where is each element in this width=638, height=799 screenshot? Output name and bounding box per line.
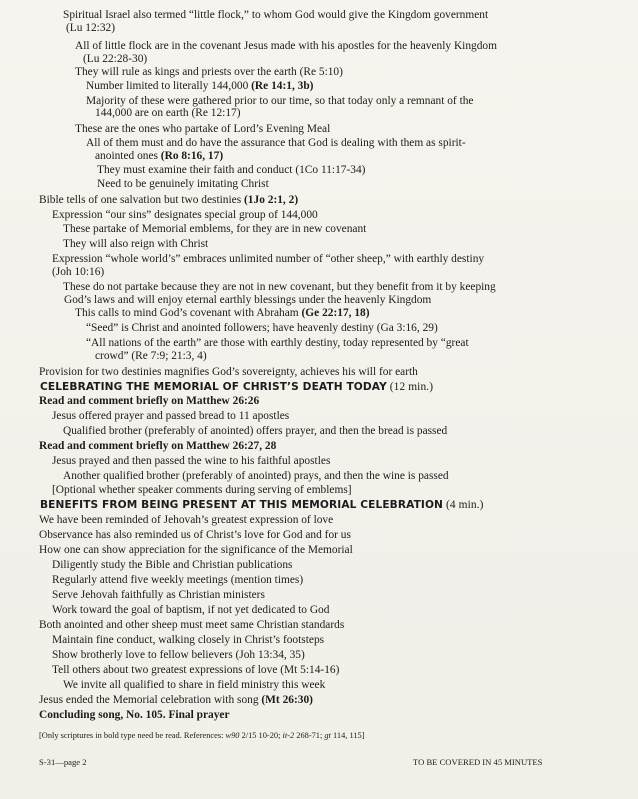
outline-line: Bible tells of one salvation but two destinies (1Jo 2:1, 2): [39, 194, 299, 206]
outline-line: Show brotherly love to fellow believers (Joh 13:34, 35): [52, 649, 305, 661]
outline-line: They must examine their faith and conduct (1Co 11:17-34): [97, 164, 366, 176]
outline-line: 144,000 are on earth (Re 12:17): [95, 107, 241, 119]
outline-line: Spiritual Israel also termed “little flock,” to whom God would give the Kingdom government: [63, 9, 489, 21]
outline-line: Work toward the goal of baptism, if not yet dedicated to God: [52, 604, 330, 616]
outline-line: How one can show appreciation for the significance of the Memorial: [39, 544, 353, 556]
outline-line: They will rule as kings and priests over the earth (Re 5:10): [75, 66, 343, 78]
outline-line: We invite all qualified to share in field ministry this week: [63, 679, 326, 691]
outline-line: Qualified brother (preferably of anointed) offers prayer, and then the bread is passed: [63, 425, 448, 437]
outline-line: Number limited to literally 144,000 (Re 14:1, 3b): [86, 80, 314, 92]
outline-line: crowd” (Re 7:9; 21:3, 4): [95, 350, 207, 362]
outline-line: Tell others about two greatest expressions of love (Mt 5:14-16): [52, 664, 340, 676]
outline-line: “Seed” is Christ and anointed followers; have heavenly destiny (Ga 3:16, 29): [86, 322, 438, 334]
section-heading: BENEFITS FROM BEING PRESENT AT THIS MEMORIAL CELEBRATION (4 min.): [40, 499, 484, 511]
outline-line: Provision for two destinies magnifies God’s sovereignty, achieves his will for earth: [39, 366, 418, 378]
outline-line: Both anointed and other sheep must meet same Christian standards: [39, 619, 345, 631]
time-note: TO BE COVERED IN 45 MINUTES: [413, 757, 543, 767]
outline-line: All of little flock are in the covenant Jesus made with his apostles for the heavenly Kingdom: [75, 40, 497, 52]
outline-line: All of them must and do have the assurance that God is dealing with them as spirit-: [86, 137, 466, 149]
outline-line: “All nations of the earth” are those with earthly destiny, today represented by “great: [86, 337, 469, 349]
references-note: [Only scriptures in bold type need be read. References: w90 2/15 10-20; it-2 268-71; gt 114, 115]: [39, 731, 365, 740]
outline-line: Jesus offered prayer and passed bread to 11 apostles: [52, 410, 290, 422]
outline-line: These do not partake because they are not in new covenant, but they benefit from it by keeping: [63, 281, 496, 293]
outline-line: Serve Jehovah faithfully as Christian ministers: [52, 589, 265, 601]
outline-line: This calls to mind God’s covenant with Abraham (Ge 22:17, 18): [75, 307, 370, 319]
outline-line: anointed ones (Ro 8:16, 17): [95, 150, 224, 162]
concluding-song: Concluding song, No. 105. Final prayer: [39, 709, 230, 721]
outline-line: Need to be genuinely imitating Christ: [97, 178, 269, 190]
outline-line: Another qualified brother (preferably of anointed) prays, and then the wine is passed: [63, 470, 449, 482]
outline-line: Expression “whole world’s” embraces unlimited number of “other sheep,” with earthly destiny: [52, 253, 485, 265]
outline-line: (Joh 10:16): [52, 266, 105, 278]
scripture-citation: (Mt 26:30): [261, 694, 313, 706]
outline-line: Expression “our sins” designates special group of 144,000: [52, 209, 318, 221]
page-label: S-31—page 2: [39, 757, 87, 767]
scripture-citation: (1Jo 2:1, 2): [244, 194, 299, 206]
scripture-citation: (Ge 22:17, 18): [301, 307, 370, 319]
outline-line: Maintain fine conduct, walking closely in Christ’s footsteps: [52, 634, 325, 646]
outline-line: (Lu 12:32): [66, 22, 116, 34]
outline-line: These are the ones who partake of Lord’s Evening Meal: [75, 123, 331, 135]
scripture-citation: (Re 14:1, 3b): [251, 80, 314, 92]
outline-line: Observance has also reminded us of Christ’s love for God and for us: [39, 529, 351, 541]
outline-line: Regularly attend five weekly meetings (mention times): [52, 574, 304, 586]
outline-line: These partake of Memorial emblems, for they are in new covenant: [63, 223, 367, 235]
section-heading: CELEBRATING THE MEMORIAL OF CHRIST’S DEATH TODAY (12 min.): [40, 381, 434, 393]
scripture-citation: (Ro 8:16, 17): [160, 150, 224, 162]
outline-line: Jesus prayed and then passed the wine to his faithful apostles: [52, 455, 331, 467]
outline-line: [Optional whether speaker comments during serving of emblems]: [52, 484, 352, 496]
reading-instruction: Read and comment briefly on Matthew 26:27, 28: [39, 440, 277, 452]
reading-instruction: Read and comment briefly on Matthew 26:26: [39, 395, 260, 407]
outline-line: (Lu 22:28-30): [83, 53, 148, 65]
outline-line: Diligently study the Bible and Christian publications: [52, 559, 293, 571]
outline-line: They will also reign with Christ: [63, 238, 209, 250]
outline-line: Jesus ended the Memorial celebration with song (Mt 26:30): [39, 694, 313, 706]
outline-line: Majority of these were gathered prior to our time, so that today only a remnant of the: [86, 95, 474, 107]
outline-line: God’s laws and will enjoy eternal earthly blessings under the heavenly Kingdom: [64, 294, 432, 306]
outline-line: We have been reminded of Jehovah’s greatest expression of love: [39, 514, 334, 526]
